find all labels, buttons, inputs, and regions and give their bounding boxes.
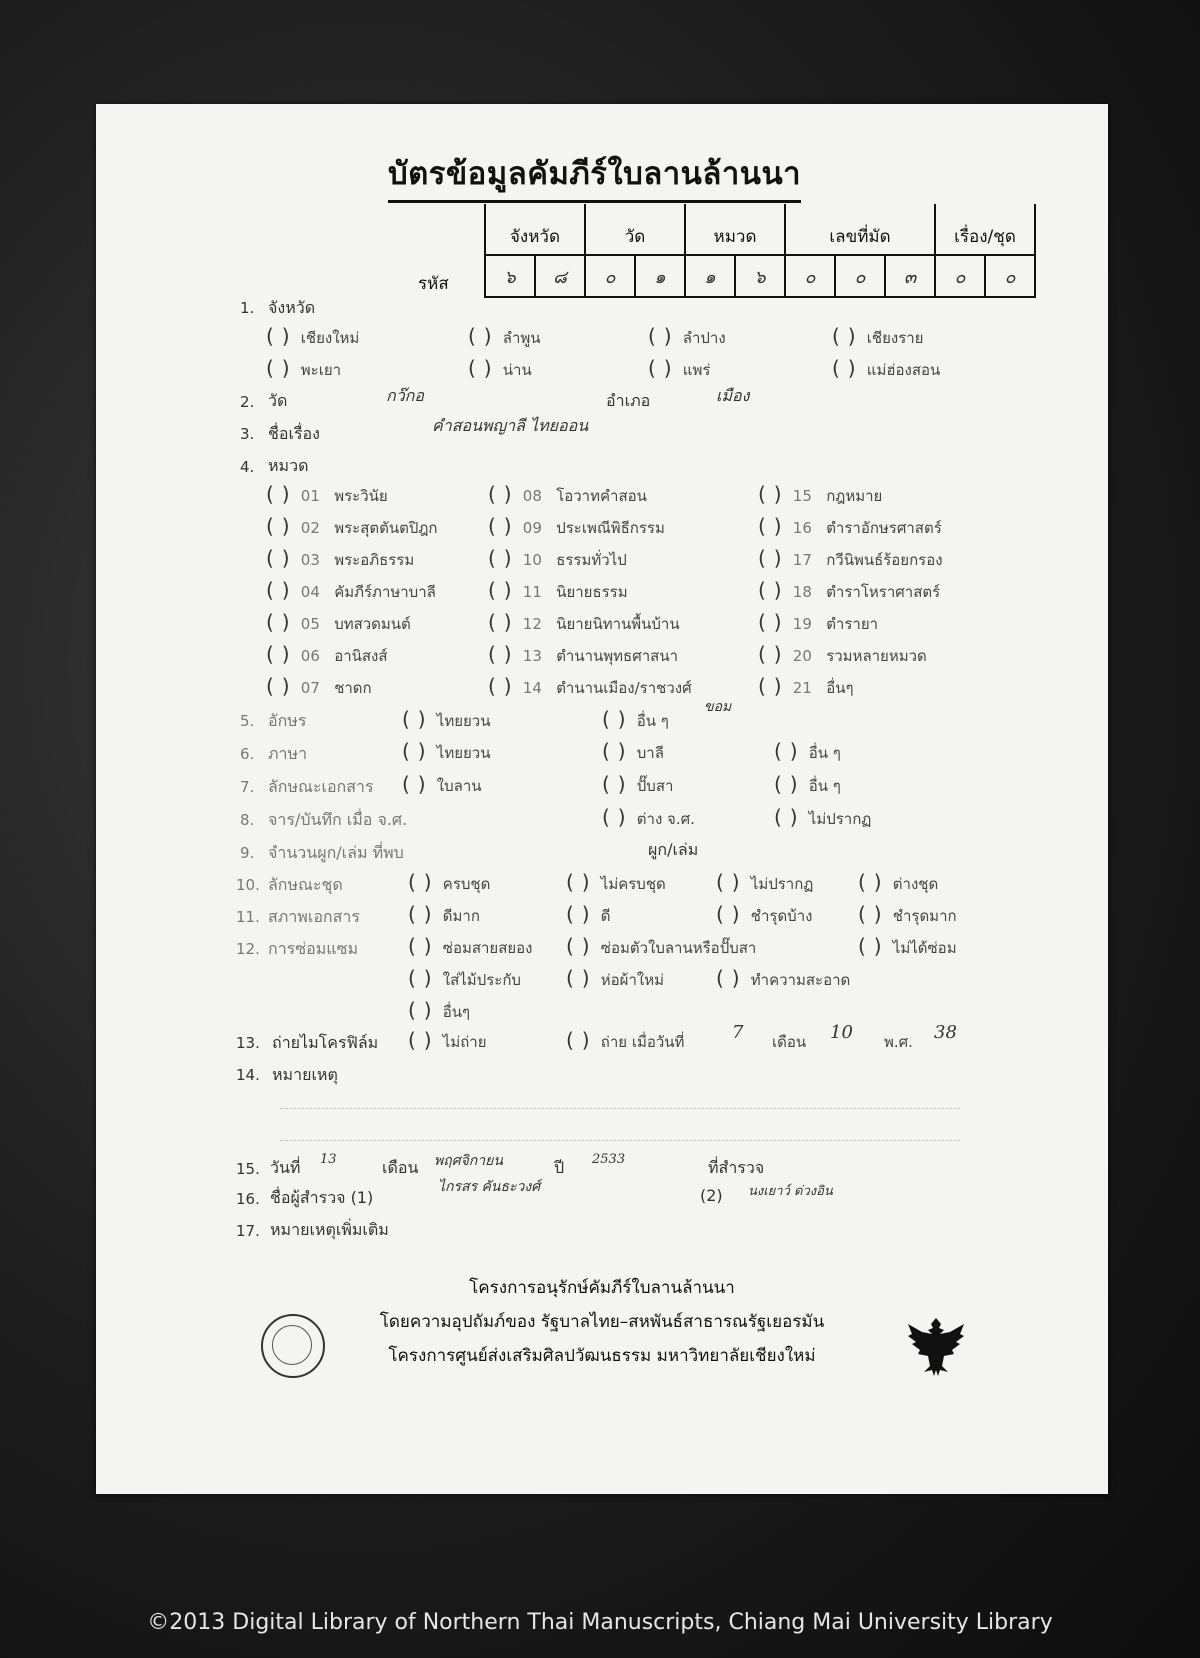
eagle-emblem-icon — [902, 1312, 970, 1378]
s12-option[interactable]: () ซ่อมสายสยอง — [408, 934, 533, 958]
s14-number: 14. — [236, 1066, 260, 1084]
s6-number: 6. — [240, 745, 255, 763]
s11-option[interactable]: () ชำรุดมาก — [858, 902, 957, 926]
s4-option[interactable]: () 18 ตำราโหราศาสตร์ — [758, 578, 941, 602]
s4-label: หมวด — [268, 456, 309, 475]
s13-option-no[interactable]: () ไม่ถ่าย — [408, 1028, 487, 1052]
s10-option[interactable]: () ไม่ปรากฏ — [716, 870, 814, 894]
s6-option[interactable]: () ไทยยวน — [402, 739, 491, 763]
s7-option[interactable]: () ใบลาน — [402, 772, 482, 796]
s4-option[interactable]: () 06 อานิสงส์ — [266, 642, 388, 666]
code-digit: ๐ — [935, 255, 985, 297]
s4-option[interactable]: () 13 ตำนานพุทธศาสนา — [488, 642, 678, 666]
s12-option[interactable]: () ไม่ได้ซ่อม — [858, 934, 957, 958]
s11-option[interactable]: () ชำรุดบ้าง — [716, 902, 813, 926]
s8-number: 8. — [240, 811, 255, 829]
s1-option[interactable]: () ลำพูน — [468, 324, 541, 348]
s4-option[interactable]: () 14 ตำนานเมือง/ราชวงศ์ — [488, 674, 692, 698]
s2-number: 2. — [240, 393, 255, 411]
s9-unit: ผูก/เล่ม — [648, 840, 699, 859]
s15-year: 2533 — [592, 1152, 626, 1167]
code-table — [484, 204, 1036, 298]
footer-line-2: โดยความอุปถัมภ์ของ รัฐบาลไทย–สหพันธ์สาธารณรัฐเยอรมัน — [379, 1312, 825, 1332]
code-header-temple: วัด — [585, 204, 685, 255]
footer-line-1: โครงการอนุรักษ์คัมภีร์ใบลานล้านนา — [469, 1278, 735, 1298]
s1-number: 1. — [240, 299, 255, 317]
s1-option[interactable]: () ลำปาง — [648, 324, 726, 348]
s2-temple-value: กว๊กอ — [386, 386, 424, 405]
s4-option[interactable]: () 08 โอวาทคำสอน — [488, 482, 647, 506]
code-header-set: เรื่อง/ชุด — [935, 204, 1035, 255]
s13-year-label: พ.ศ. — [884, 1033, 913, 1051]
s2-label: วัด — [268, 391, 288, 410]
s3-title-value: คำสอนพญาลี ไทยออน — [432, 416, 589, 435]
code-digit: ๖ — [735, 255, 785, 297]
s5-number: 5. — [240, 712, 255, 730]
code-digit: ๖ — [485, 255, 535, 297]
s4-option[interactable]: () 16 ตำราอักษรศาสตร์ — [758, 514, 942, 538]
footer-line-3: โครงการศูนย์ส่งเสริมศิลปวัฒนธรรม มหาวิทยาลัยเชียงใหม่ — [388, 1346, 816, 1366]
s15-year-label: ปี — [554, 1158, 565, 1177]
s10-label: ลักษณะชุด — [268, 875, 343, 894]
s13-month-label: เดือน — [772, 1033, 807, 1051]
s4-number: 4. — [240, 458, 255, 476]
s16-surveyor-2: นงเยาว์ ด่วงอิน — [748, 1184, 833, 1199]
s15-month: พฤศจิกายน — [434, 1153, 503, 1169]
s13-month: 10 — [830, 1022, 853, 1043]
s5-option[interactable]: () ไทยยวน — [402, 707, 491, 731]
card-title: บัตรข้อมูลคัมภีร์ใบลานล้านนา — [388, 148, 801, 203]
s17-label: หมายเหตุเพิ่มเติม — [270, 1220, 389, 1239]
s5-label: อักษร — [268, 711, 307, 730]
s6-option[interactable]: () บาลี — [602, 739, 664, 763]
s12-option[interactable]: () ใส่ไม้ประกับ — [408, 966, 521, 990]
s4-option[interactable]: () 03 พระอภิธรรม — [266, 546, 415, 570]
s12-option[interactable]: () อื่นๆ — [408, 998, 471, 1022]
notes-line — [280, 1140, 960, 1141]
s17-number: 17. — [236, 1222, 260, 1240]
s4-option[interactable]: () 19 ตำรายา — [758, 610, 879, 634]
s4-option[interactable]: () 21 อื่นๆ — [758, 674, 854, 698]
s2-district-label: อำเภอ — [606, 391, 651, 410]
s4-option[interactable]: () 12 นิยายนิทานพื้นบ้าน — [488, 610, 680, 634]
s4-option[interactable]: () 20 รวมหลายหมวด — [758, 642, 927, 666]
s4-option[interactable]: () 01 พระวินัย — [266, 482, 388, 506]
s11-label: สภาพเอกสาร — [268, 907, 360, 926]
s1-option[interactable]: () เชียงใหม่ — [266, 324, 360, 348]
code-digit: ๐ — [585, 255, 635, 297]
s2-district-value: เมือง — [716, 386, 750, 405]
s12-option[interactable]: () ซ่อมตัวใบลานหรือปั๊บสา — [566, 934, 757, 958]
s10-number: 10. — [236, 876, 260, 894]
s7-label: ลักษณะเอกสาร — [268, 777, 374, 796]
s1-option[interactable]: () แพร่ — [648, 356, 711, 380]
s9-label: จำนวนผูก/เล่ม ที่พบ — [268, 843, 404, 862]
s4-option[interactable]: () 11 นิยายธรรม — [488, 578, 628, 602]
s15-place-label: ที่สำรวจ — [708, 1158, 765, 1177]
s1-option[interactable]: () น่าน — [468, 356, 532, 380]
s4-option[interactable]: () 02 พระสุตตันตปิฎก — [266, 514, 438, 538]
code-header-bundle: เลขที่มัด — [785, 204, 935, 255]
s7-number: 7. — [240, 778, 255, 796]
s10-option[interactable]: () ไม่ครบชุด — [566, 870, 666, 894]
code-label: รหัส — [418, 274, 449, 294]
notes-line — [280, 1108, 960, 1109]
s10-option[interactable]: () ครบชุด — [408, 870, 491, 894]
s4-option[interactable]: () 17 กวีนิพนธ์ร้อยกรอง — [758, 546, 943, 570]
code-header-category: หมวด — [685, 204, 785, 255]
s3-label: ชื่อเรื่อง — [268, 424, 320, 443]
code-digit: ๓ — [885, 255, 935, 297]
s8-label: จาร/บันทึก เมื่อ จ.ศ. — [268, 810, 408, 829]
s15-label: วันที่ — [270, 1158, 301, 1177]
s15-month-label: เดือน — [382, 1158, 419, 1177]
code-digit: ๑ — [685, 255, 735, 297]
s13-year: 38 — [934, 1022, 957, 1043]
s16-surveyor-1: ไกรสร คันธะวงศ์ — [438, 1179, 541, 1195]
s5-option[interactable]: () อื่น ๆ — [602, 707, 669, 731]
s14-label: หมายเหตุ — [272, 1065, 338, 1084]
s6-option[interactable]: () อื่น ๆ — [774, 739, 841, 763]
s3-number: 3. — [240, 425, 255, 443]
survey-card — [96, 104, 1108, 1494]
code-digit: ๐ — [785, 255, 835, 297]
s10-option[interactable]: () ต่างชุด — [858, 870, 939, 894]
s4-option[interactable]: () 05 บทสวดมนต์ — [266, 610, 411, 634]
s12-number: 12. — [236, 940, 260, 958]
s4-option[interactable]: () 15 กฎหมาย — [758, 482, 883, 506]
s7-option[interactable]: () ปั๊บสา — [602, 772, 674, 796]
s6-label: ภาษา — [268, 744, 308, 763]
s7-option[interactable]: () อื่น ๆ — [774, 772, 841, 796]
code-digit: ๑ — [635, 255, 685, 297]
s15-number: 15. — [236, 1160, 260, 1178]
s13-option-yes[interactable]: () ถ่าย เมื่อวันที่ — [566, 1028, 685, 1052]
s15-day: 13 — [320, 1152, 337, 1167]
s11-number: 11. — [236, 908, 260, 926]
s8-option[interactable]: () ไม่ปรากฏ — [774, 805, 872, 829]
s1-option[interactable]: () แม่ฮ่องสอน — [832, 356, 941, 380]
university-seal-icon — [261, 1314, 325, 1378]
s4-option[interactable]: () 04 คัมภีร์ภาษาบาลี — [266, 578, 436, 602]
code-digit: ๐ — [985, 255, 1035, 297]
s13-day: 7 — [732, 1022, 744, 1043]
s4-option[interactable]: () 09 ประเพณีพิธีกรรม — [488, 514, 665, 538]
s11-option[interactable]: () ดี — [566, 902, 611, 926]
s16-label-2: (2) — [700, 1186, 723, 1205]
code-header-province: จังหวัด — [485, 204, 585, 255]
s12-option[interactable]: () ทำความสะอาด — [716, 966, 851, 990]
s11-option[interactable]: () ดีมาก — [408, 902, 480, 926]
s1-option[interactable]: () เชียงราย — [832, 324, 924, 348]
s1-option[interactable]: () พะเยา — [266, 356, 342, 380]
s16-label: ชื่อผู้สำรวจ (1) — [270, 1188, 374, 1207]
s1-label: จังหวัด — [268, 298, 316, 317]
s12-label: การซ่อมแซม — [268, 939, 358, 958]
s13-number: 13. — [236, 1034, 260, 1052]
code-digit: ๐ — [835, 255, 885, 297]
s8-option[interactable]: () ต่าง จ.ศ. — [602, 805, 695, 829]
s13-label: ถ่ายไมโครฟิล์ม — [272, 1033, 379, 1052]
s16-number: 16. — [236, 1190, 260, 1208]
s4-option[interactable]: () 10 ธรรมทั่วไป — [488, 546, 627, 570]
s12-option[interactable]: () ห่อผ้าใหม่ — [566, 966, 664, 990]
copyright-caption: ©2013 Digital Library of Northern Thai Manuscripts, Chiang Mai University Library — [147, 1610, 1053, 1635]
code-digit: ๘ — [535, 255, 585, 297]
s4-option[interactable]: () 07 ชาดก — [266, 674, 372, 698]
s5-note: ขอม — [704, 699, 732, 715]
s9-number: 9. — [240, 844, 255, 862]
